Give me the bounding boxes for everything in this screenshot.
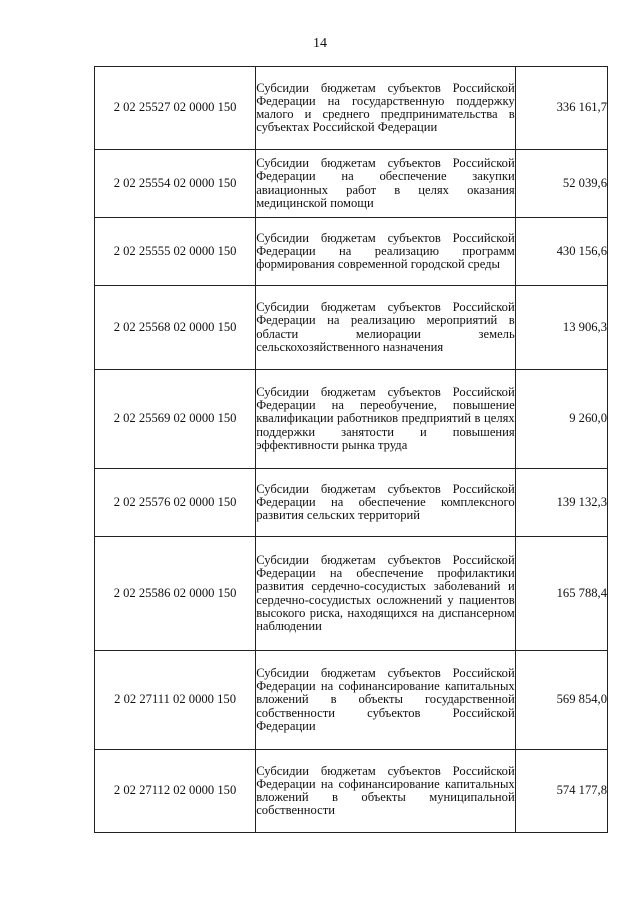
table-row <box>95 370 608 469</box>
amount: 139 132,3 <box>515 469 607 537</box>
table-row <box>95 150 608 218</box>
amount: 569 854,0 <box>515 651 607 750</box>
amount: 13 906,3 <box>515 286 607 370</box>
amount: 165 788,4 <box>515 537 607 651</box>
table-row <box>95 218 608 286</box>
revenue-description: Субсидии бюджетам субъектов Российской Федерации на обеспечение закупки авиационных работ в целях оказания медицинской помощи <box>256 150 516 218</box>
budget-code: 2 02 25555 02 0000 150 <box>95 218 256 286</box>
budget-code: 2 02 25576 02 0000 150 <box>95 469 256 537</box>
budget-code: 2 02 27111 02 0000 150 <box>95 651 256 750</box>
page-number: 14 <box>313 36 327 51</box>
revenue-description: Субсидии бюджетам субъектов Российской Федерации на реализацию мероприятий в области мелиорации земель сельскохозяйственного назначения <box>256 286 516 370</box>
budget-code: 2 02 25586 02 0000 150 <box>95 537 256 651</box>
budget-code: 2 02 25568 02 0000 150 <box>95 286 256 370</box>
revenue-description: Субсидии бюджетам субъектов Российской Федерации на софинансирование капитальных вложений в объекты государственной собственности субъектов Российской Федерации <box>256 651 516 750</box>
amount: 52 039,6 <box>515 150 607 218</box>
amount: 9 260,0 <box>515 370 607 469</box>
table-row <box>95 651 608 750</box>
budget-code: 2 02 25527 02 0000 150 <box>95 67 256 150</box>
amount: 336 161,7 <box>515 67 607 150</box>
budget-revenue-table <box>94 66 608 833</box>
table-row <box>95 67 608 150</box>
amount: 430 156,6 <box>515 218 607 286</box>
table-row <box>95 537 608 651</box>
amount: 574 177,8 <box>515 750 607 833</box>
table-row <box>95 469 608 537</box>
table-row <box>95 286 608 370</box>
revenue-description: Субсидии бюджетам субъектов Российской Федерации на обеспечение профилактики развития сердечно-сосудистых заболеваний и сердечно-сосудистых осложнений у пациентов высокого риска, находящихся на диспансерном наблюдении <box>256 537 516 651</box>
table-row <box>95 750 608 833</box>
budget-code: 2 02 25554 02 0000 150 <box>95 150 256 218</box>
revenue-description: Субсидии бюджетам субъектов Российской Федерации на государственную поддержку малого и среднего предпринимательства в субъектах Российской Федерации <box>256 67 516 150</box>
revenue-description: Субсидии бюджетам субъектов Российской Федерации на обеспечение комплексного развития сельских территорий <box>256 469 516 537</box>
budget-code: 2 02 25569 02 0000 150 <box>95 370 256 469</box>
revenue-description: Субсидии бюджетам субъектов Российской Федерации на переобучение, повышение квалификации работников предприятий в целях поддержки занятости и повышения эффективности рынка труда <box>256 370 516 469</box>
revenue-description: Субсидии бюджетам субъектов Российской Федерации на софинансирование капитальных вложений в объекты муниципальной собственности <box>256 750 516 833</box>
revenue-description: Субсидии бюджетам субъектов Российской Федерации на реализацию программ формирования современной городской среды <box>256 218 516 286</box>
budget-code: 2 02 27112 02 0000 150 <box>95 750 256 833</box>
